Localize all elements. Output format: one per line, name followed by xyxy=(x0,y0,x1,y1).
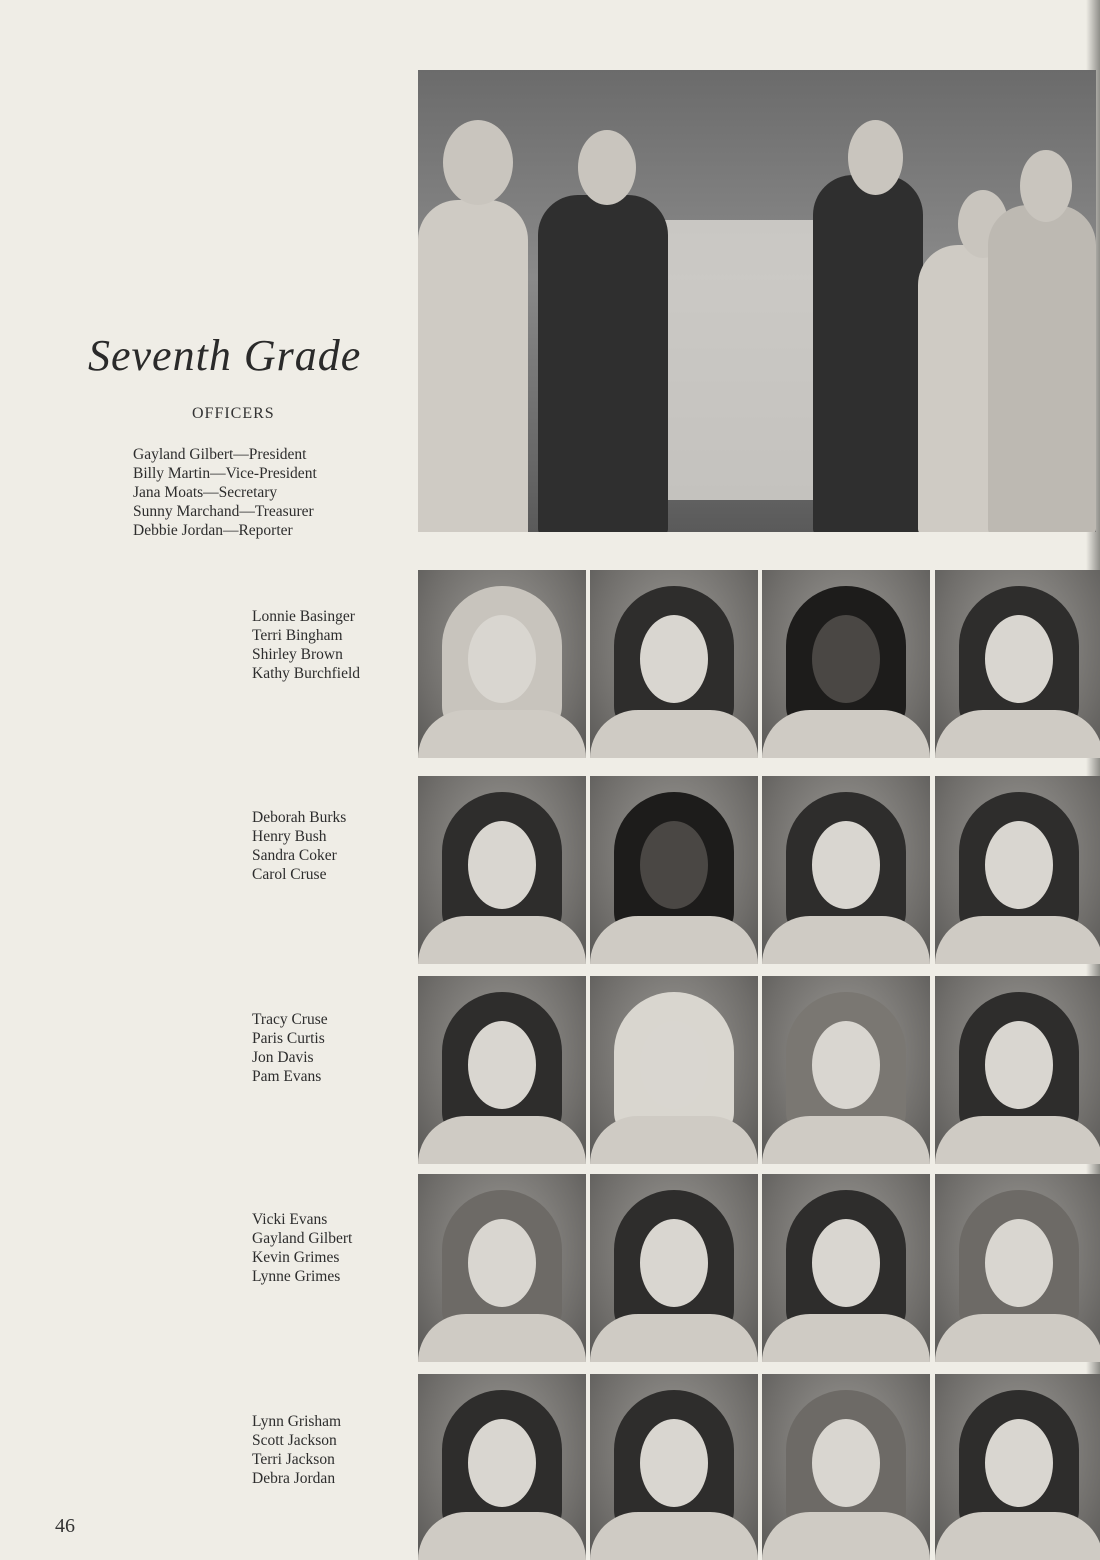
student-name: Paris Curtis xyxy=(252,1030,325,1047)
student-portrait xyxy=(762,1374,930,1560)
page-title: Seventh Grade xyxy=(88,331,362,380)
student-name: Scott Jackson xyxy=(252,1432,337,1449)
officers-heading: OFFICERS xyxy=(192,405,275,422)
student-portrait xyxy=(590,1374,758,1560)
student-portrait xyxy=(935,570,1100,758)
student-name: Kathy Burchfield xyxy=(252,665,361,682)
student-portrait xyxy=(418,1174,586,1362)
student-portrait xyxy=(590,776,758,964)
student-portrait xyxy=(935,1174,1100,1362)
page-number: 46 xyxy=(55,1515,75,1537)
student-portrait xyxy=(935,776,1100,964)
officer-entry: Sunny Marchand—Treasurer xyxy=(133,503,314,520)
row-4-names xyxy=(252,1210,352,1286)
student-name: Tracy Cruse xyxy=(252,1011,328,1028)
student-name: Lynn Grisham xyxy=(252,1413,342,1430)
student-portrait xyxy=(418,976,586,1164)
student-portrait xyxy=(590,570,758,758)
student-name: Shirley Brown xyxy=(252,646,343,663)
student-name: Gayland Gilbert xyxy=(252,1230,353,1247)
student-name: Vicki Evans xyxy=(252,1211,328,1228)
officer-entry: Gayland Gilbert—President xyxy=(133,446,307,463)
student-name: Sandra Coker xyxy=(252,847,337,864)
student-portrait xyxy=(418,1374,586,1560)
student-name: Lynne Grimes xyxy=(252,1268,341,1285)
officers-group-photo xyxy=(418,70,1096,532)
student-name: Carol Cruse xyxy=(252,866,327,883)
student-name: Henry Bush xyxy=(252,828,327,845)
officer-entry: Debbie Jordan—Reporter xyxy=(133,522,293,539)
student-portrait xyxy=(935,976,1100,1164)
row-3-names xyxy=(252,1010,328,1086)
officer-entry: Billy Martin—Vice-President xyxy=(133,465,317,482)
student-name: Deborah Burks xyxy=(252,809,347,826)
student-name: Lonnie Basinger xyxy=(252,608,355,625)
student-portrait xyxy=(762,570,930,758)
student-portrait xyxy=(418,570,586,758)
row-1-names xyxy=(252,607,360,683)
student-name: Kevin Grimes xyxy=(252,1249,340,1266)
officer-entry: Jana Moats—Secretary xyxy=(133,484,278,501)
student-portrait xyxy=(418,776,586,964)
student-name: Terri Jackson xyxy=(252,1451,335,1468)
officers-list xyxy=(133,445,317,540)
student-name: Debra Jordan xyxy=(252,1470,336,1487)
row-2-names xyxy=(252,808,346,884)
student-portrait xyxy=(590,1174,758,1362)
student-name: Terri Bingham xyxy=(252,627,343,644)
student-name: Pam Evans xyxy=(252,1068,322,1085)
student-portrait xyxy=(762,1174,930,1362)
row-5-names xyxy=(252,1412,341,1488)
student-portrait xyxy=(590,976,758,1164)
student-portrait xyxy=(935,1374,1100,1560)
student-name: Jon Davis xyxy=(252,1049,314,1066)
student-portrait xyxy=(762,976,930,1164)
student-portrait xyxy=(762,776,930,964)
